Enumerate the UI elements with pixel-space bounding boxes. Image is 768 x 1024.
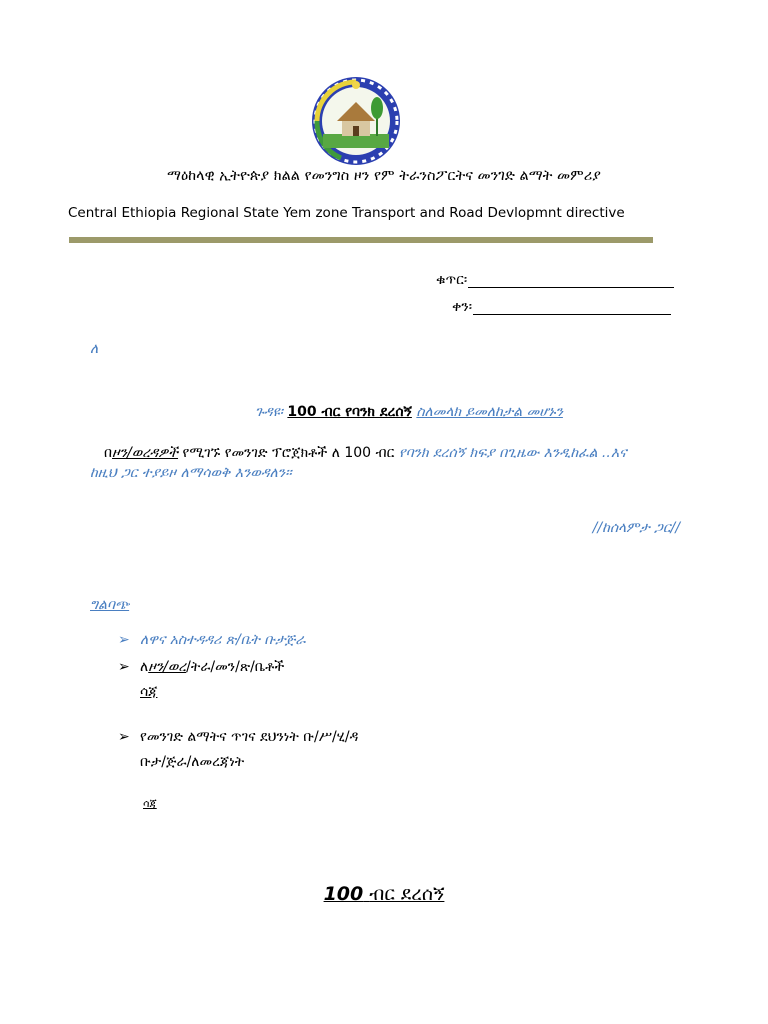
cc-item-2-line1: /ትራ/መን/ጽ/ቤቶች bbox=[186, 659, 285, 675]
reference-number-field bbox=[436, 272, 674, 288]
date-field bbox=[452, 299, 671, 315]
subject-bold-text: 100 ብር የባንክ ደረሰኝ bbox=[287, 404, 412, 420]
reference-number-line bbox=[468, 273, 674, 288]
footer-number: 100 bbox=[323, 883, 364, 905]
header-divider bbox=[69, 237, 653, 243]
body-part3: የሚገኙ የመንገድ ፕሮጀክቶች ለ 100 ብር bbox=[182, 445, 395, 461]
arrow-bullet-icon: ➢ bbox=[118, 632, 130, 648]
cc-item-2-prefix: ለ bbox=[140, 659, 149, 675]
body-part4: የባንክ ደረሰኝ ክፍያ በጊዜው እንዲከፈል ..እና bbox=[398, 445, 627, 461]
date-label: ቀን፡ bbox=[452, 299, 473, 315]
footer-text: ብር ደረሰኝ bbox=[369, 883, 445, 905]
subject-line bbox=[0, 402, 768, 422]
cc-item-2-line2: ሳጃ bbox=[140, 684, 158, 700]
body-part1: በ bbox=[104, 445, 113, 461]
arrow-bullet-icon: ➢ bbox=[118, 729, 130, 745]
cc-item-1 bbox=[118, 632, 305, 648]
cc-label: ግልባጭ bbox=[90, 597, 130, 613]
cc-item-3-line1: የመንገድ ልማትና ጥገና ደህንነት ቡ/ሥ/ሂ/ዳ bbox=[140, 729, 359, 745]
arrow-bullet-icon: ➢ bbox=[118, 659, 130, 675]
cc-item-1-line1: ለዋና አስተዳዳሪ ጽ/ቤት ቡታጅራ bbox=[140, 632, 306, 648]
cc-item-3 bbox=[118, 729, 358, 770]
header-title-amharic: ማዕከላዊ ኢትዮጵያ ክልል የመንግስ ዞን የም ትራንስፖርትና መንገድ ልማት መምሪያ bbox=[167, 168, 601, 184]
cc-item-2 bbox=[118, 659, 284, 700]
header-title-english: Central Ethiopia Regional State Yem zone Transport and Road Devlopmnt directive bbox=[68, 205, 625, 221]
cc-item-2-italic: ዞን/ወረ bbox=[148, 659, 187, 675]
recipient-line: ለ bbox=[90, 341, 99, 357]
cc-small-note: ሳጃ bbox=[143, 797, 157, 810]
closing-salutation: //ከሰላምታ ጋር// bbox=[592, 520, 680, 536]
letter-body bbox=[90, 443, 680, 483]
footer-amount bbox=[0, 883, 768, 905]
body-line2: ከዚህ ጋር ተያይዞ ለማሳወቅ እንወዳለን። bbox=[90, 465, 292, 481]
regional-seal-logo bbox=[311, 76, 401, 166]
subject-blue-text: ስለመላክ ይመለከታል መሆኑን bbox=[416, 404, 563, 420]
cc-item-3-line2: ቡታ/ጅራ/ለመረጃነት bbox=[140, 754, 245, 770]
body-part2: ዞን/ወረዳዎች bbox=[112, 445, 179, 461]
subject-prefix: ጉዳዩ፡ bbox=[255, 404, 283, 420]
date-line bbox=[473, 300, 671, 315]
reference-number-label: ቁጥር፡ bbox=[436, 272, 468, 288]
